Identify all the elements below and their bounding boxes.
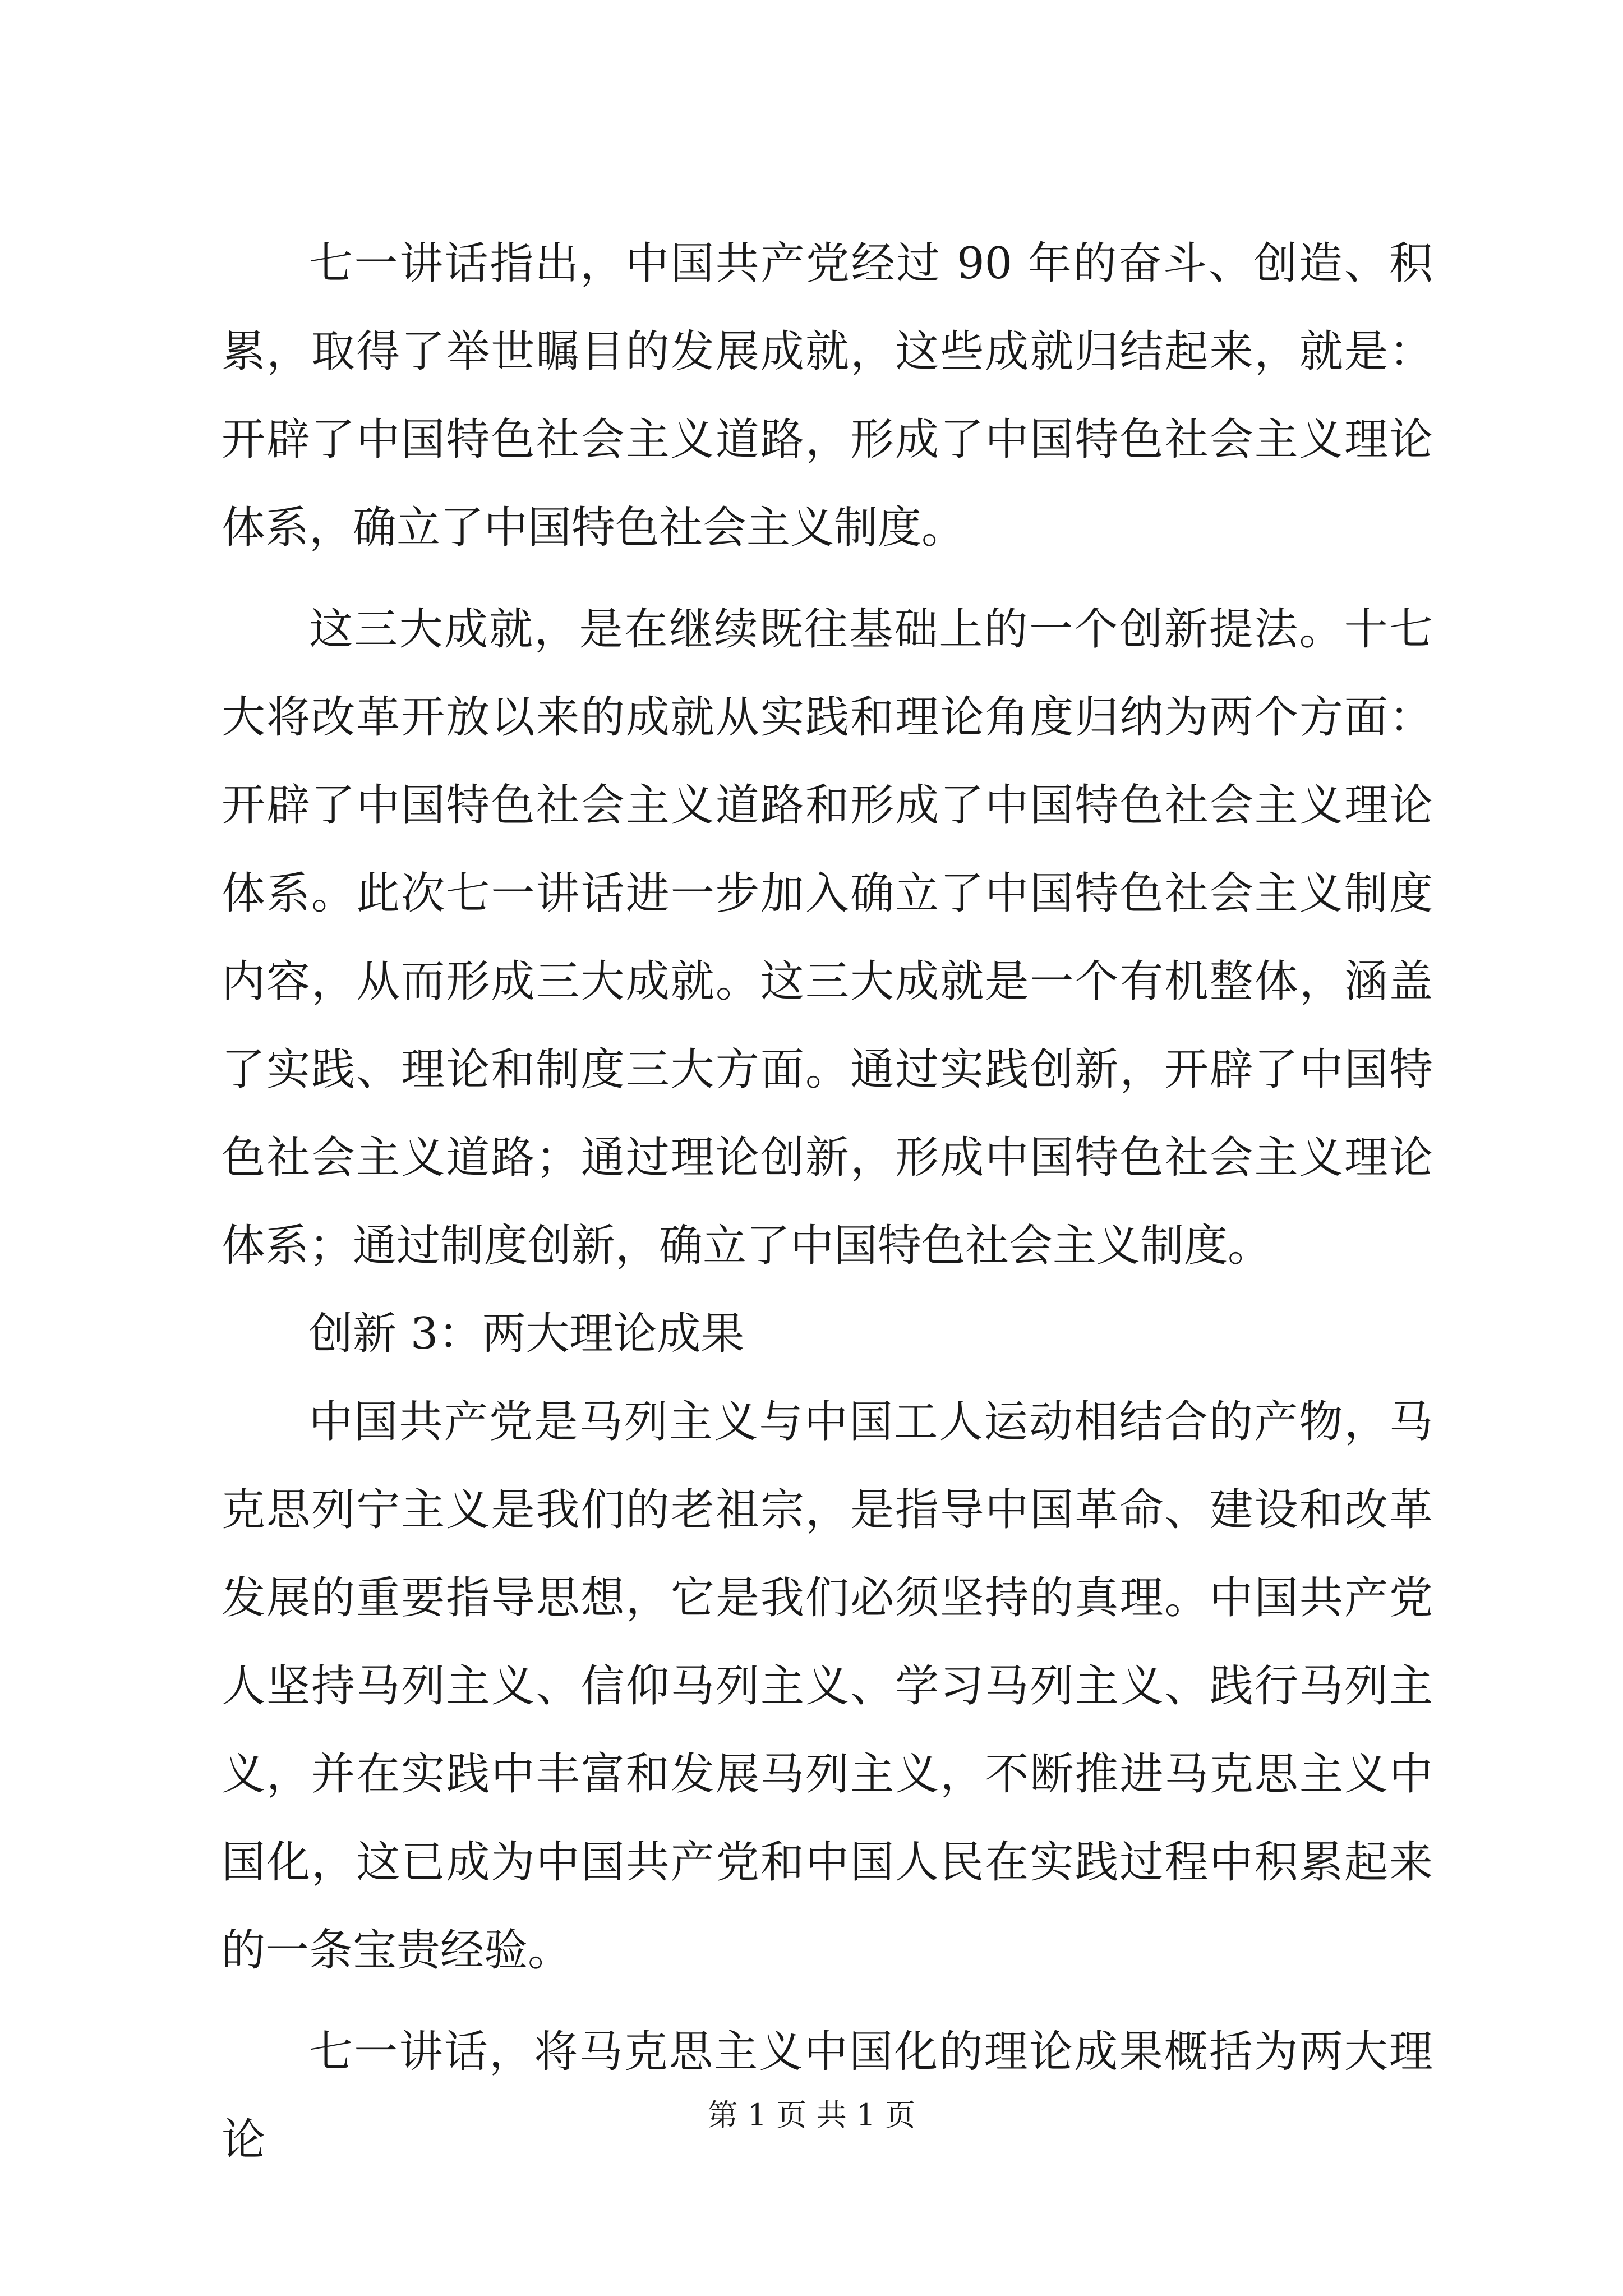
paragraph-three-achievements: 这三大成就，是在继续既往基础上的一个创新提法。十七大将改革开放以来的成就从实践和理论角度归纳为两个方面：开辟了中国特色社会主义道路和形成了中国特色社会主义理论体系。此次七一讲话进一步加入确立了中国特色社会主义制度内容，从而形成三大成就。这三大成就是一个有机整体，涵盖了实践、理论和制度三大方面。通过实践创新，开辟了中国特色社会主义道路；通过理论创新，形成中国特色社会主义理论体系；通过制度创新，确立了中国特色社会主义制度。: [222, 604, 1433, 1271]
section-heading-innovation-3: 创新 3：两大理论成果: [309, 1309, 745, 1359]
paragraph-marxism-leninism: 中国共产党是马列主义与中国工人运动相结合的产物，马克思列宁主义是我们的老祖宗，是指导中国革命、建设和改革发展的重要指导思想，它是我们必须坚持的真理。中国共产党人坚持马列主义、信仰马列主义、学习马列主义、践行马列主义，并在实践中丰富和发展马列主义，不断推进马克思主义中国化，这已成为中国共产党和中国人民在实践过程中积累起来的一条宝贵经验。: [222, 1397, 1433, 1976]
document-body: [222, 220, 1433, 2184]
page-footer: 第 1 页 共 1 页: [707, 2097, 916, 2133]
paragraph-achievements-summary: 七一讲话指出，中国共产党经过 90 年的奋斗、创造、积累，取得了举世瞩目的发展成就，这些成就归结起来，就是：开辟了中国特色社会主义道路，形成了中国特色社会主义理论体系，确立了中国特色社会主义制度。: [222, 238, 1433, 553]
paragraph-two-theories: 七一讲话，将马克思主义中国化的理论成果概括为两大理论: [222, 2027, 1433, 2165]
